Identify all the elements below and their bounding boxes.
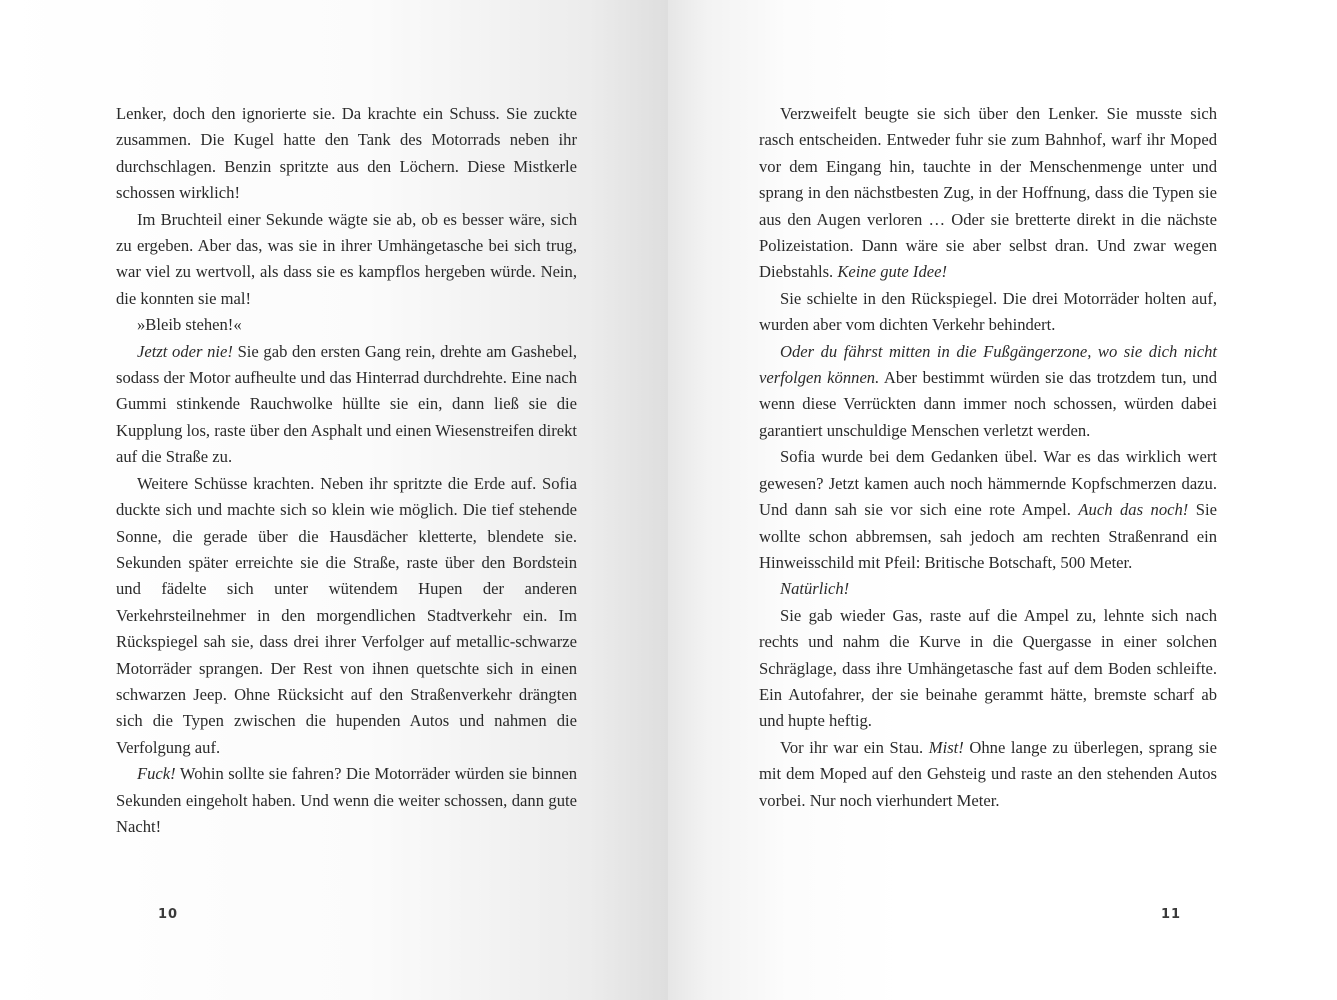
- paragraph: [759, 735, 1217, 814]
- paragraph: [116, 207, 577, 313]
- paragraph: [116, 471, 577, 761]
- paragraph: [759, 576, 1217, 602]
- paragraph-text: Sie wollte schon abbremsen, sah jedoch am rechten Straßenrand ein Hinweisschild mit Pfeil: Britische Botschaft, 500 Meter.: [759, 500, 1217, 572]
- paragraph-text: Wohin sollte sie fahren? Die Motorräder würden sie binnen Sekunden eingeholt haben. Und wenn die weiter schossen, dann gute Nacht!: [116, 764, 577, 836]
- paragraph: [759, 101, 1217, 286]
- paragraph-text: Weitere Schüsse krachten. Neben ihr spritzte die Erde auf. Sofia duckte sich und machte sich so klein wie möglich. Die tief stehende Sonne, die gerade über die Hausdächer kletterte, blendete sie. Sekunden später erreichte sie die Straße, raste über den Bordstein und fädelte sich unter wütendem Hupen der anderen Verkehrsteilnehmer in den morgendlichen Stadtverkehr ein. Im Rückspiegel sah sie, dass drei ihrer Verfolger auf metallic-schwarze Motorräder sprangen. Der Rest von ihnen quetschte sich in einen schwarzen Jeep. Ohne Rücksicht auf den Straßenverkehr drängten sich die Typen zwischen die hupenden Autos und nahmen die Verfolgung auf.: [116, 473, 577, 757]
- right-page-number: 11: [1161, 907, 1182, 922]
- paragraph-text: Sie gab wieder Gas, raste auf die Ampel zu, lehnte sich nach rechts und nahm die Kurve in die Quergasse in einer solchen Schräglage, dass ihre Umhängetasche fast auf dem Boden schleifte. Ein Autofahrer, der sie beinahe gerammt hätte, bremste scharf ab und hupte heftig.: [759, 605, 1217, 731]
- paragraph: [116, 339, 577, 471]
- paragraph: [759, 286, 1217, 339]
- paragraph: [759, 603, 1217, 735]
- paragraph: [116, 101, 577, 207]
- paragraph-text: Vor ihr war ein Stau.: [780, 737, 929, 757]
- left-page: [0, 0, 668, 1000]
- italic-text: Fuck!: [137, 764, 176, 784]
- italic-text: Oder du fährst mitten in die Fußgängerzone, wo sie dich nicht verfolgen können.: [759, 341, 1217, 388]
- paragraph-text: Sie schielte in den Rückspiegel. Die drei Motorräder holten auf, wurden aber vom dichten Verkehr behindert.: [759, 288, 1217, 335]
- right-page: [668, 0, 1337, 1000]
- paragraph: [759, 339, 1217, 445]
- italic-text: Jetzt oder nie!: [137, 341, 233, 361]
- left-page-number: 10: [158, 907, 179, 922]
- italic-text: Auch das noch!: [1078, 500, 1189, 520]
- paragraph: [116, 312, 577, 338]
- paragraph-text: Lenker, doch den ignorierte sie. Da krachte ein Schuss. Sie zuckte zusammen. Die Kugel hatte den Tank des Motorrads neben ihr durchschlagen. Benzin spritzte aus den Löchern. Diese Mistkerle schossen wirklich!: [116, 104, 577, 203]
- paragraph: [759, 444, 1217, 576]
- paragraph-text: Verzweifelt beugte sie sich über den Lenker. Sie musste sich rasch entscheiden. Entweder fuhr sie zum Bahnhof, warf ihr Moped vor dem Eingang hin, tauchte in der Menschenmenge unter und sprang in den nächstbesten Zug, in der Hoffnung, dass die Typen sie aus den Augen verloren … Oder sie bretterte direkt in die nächste Polizeistation. Dann wäre sie aber selbst dran. Und zwar wegen Diebstahls.: [759, 104, 1217, 282]
- italic-text: Mist!: [928, 737, 964, 757]
- left-page-text: [116, 101, 577, 840]
- paragraph-text: Im Bruchteil einer Sekunde wägte sie ab, ob es besser wäre, sich zu ergeben. Aber das, was sie in ihrer Umhängetasche bei sich trug, war viel zu wertvoll, als dass sie es kampflos hergeben würde. Nein, die konnten sie mal!: [116, 209, 577, 308]
- paragraph-text: Aber bestimmt würden sie das trotzdem tun, und wenn diese Verrückten dann immer noch schossen, würden dabei garantiert unschuldige Menschen verletzt werden.: [759, 368, 1217, 440]
- paragraph-text: Ohne lange zu überlegen, sprang sie mit dem Moped auf den Gehsteig und raste an den stehenden Autos vorbei. Nur noch vierhundert Meter.: [759, 737, 1218, 810]
- paragraph-text: Sofia wurde bei dem Gedanken übel. War es das wirklich wert gewesen? Jetzt kamen auch noch hämmernde Kopfschmerzen dazu. Und dann sah sie vor sich eine rote Ampel.: [759, 447, 1217, 520]
- paragraph: [116, 761, 577, 840]
- paragraph-text: »Bleib stehen!«: [137, 315, 242, 335]
- paragraph-text: Sie gab den ersten Gang rein, drehte am Gashebel, sodass der Motor aufheulte und das Hinterrad durchdrehte. Eine nach Gummi stinkende Rauchwolke hüllte sie ein, dann ließ sie die Kupplung los, raste über den Asphalt und einen Wiesenstreifen direkt auf die Straße zu.: [116, 341, 577, 467]
- italic-text: Keine gute Idee!: [837, 262, 948, 282]
- italic-text: Natürlich!: [780, 579, 850, 599]
- right-page-text: [759, 101, 1217, 814]
